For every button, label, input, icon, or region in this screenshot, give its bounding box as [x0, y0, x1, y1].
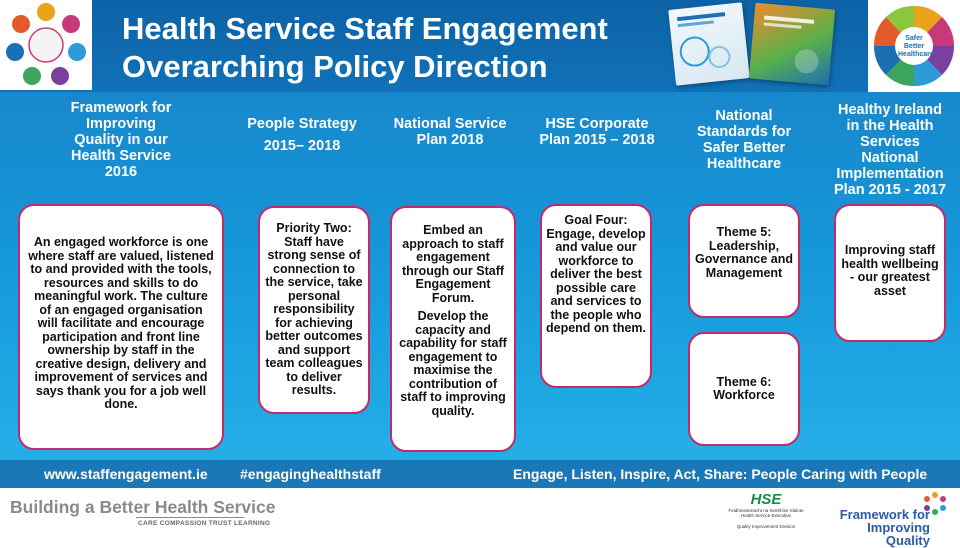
heading-people-strategy	[232, 113, 372, 157]
building-better-health-service-logo: Building a Better Health Service	[10, 497, 276, 517]
title-line-2: Overarching Policy Direction	[122, 49, 548, 84]
heading-national-standards	[676, 108, 812, 172]
hse-logo-mark: HSE	[750, 491, 782, 508]
card-framework-quality	[18, 204, 224, 450]
card-text: Priority Two: Staff have strong sense of connection to the service, take personal responsibility for achieving better outcomes and support team colleagues to deliver results.	[265, 221, 363, 397]
title-line-1: Health Service Staff Engagement	[122, 11, 608, 46]
heading-line: Safer Better	[702, 140, 786, 156]
heading-line: Framework for	[70, 100, 172, 116]
heading-framework-quality	[52, 100, 190, 180]
safer-better-healthcare-logo	[868, 0, 960, 92]
values-text: CARE COMPASSION TRUST LEARNING	[138, 520, 271, 527]
heading-line: in the Health	[846, 118, 934, 134]
hse-logo	[726, 492, 806, 538]
card-theme-6	[688, 332, 800, 446]
card-text: Improving staff health wellbeing - our greatest asset	[841, 243, 939, 298]
card-hse-corporate-plan	[540, 204, 652, 388]
heading-line: Healthcare	[706, 156, 782, 172]
heading-national-service-plan	[380, 116, 520, 148]
hashtag: #engaginghealthstaff	[240, 466, 381, 482]
divider	[136, 517, 244, 518]
heading-healthy-ireland	[822, 102, 958, 198]
heading-line: National	[861, 150, 919, 166]
framework-logo	[0, 0, 92, 90]
heading-line: Plan 2018	[416, 132, 484, 148]
heading-line: Plan 2015 – 2018	[539, 132, 655, 148]
heading-line: Health Service	[71, 148, 171, 164]
website-link[interactable]: www.staffengagement.ie	[44, 466, 208, 482]
page-title	[122, 10, 608, 86]
heading-line: Healthy Ireland	[838, 102, 942, 118]
card-text: Goal Four: Engage, develop and value our workforce to deliver the best possible care and services to the people who depend on them.	[546, 213, 646, 335]
heading-line: National Service	[393, 116, 507, 132]
hse-logo-text: Feidhmeannacht na Seirbhíse Sláinte Health Service Executive	[728, 508, 804, 518]
card-text: An engaged workforce is one where staff are valued, listened to and provided with the tools, resources and skills to do meaningful work. The culture of an engaged organisation will facilitate and encourage participation and front line ownership by staff in the creative design, delivery and improvement of services and says thank you for a job well done.	[28, 235, 214, 411]
heading-line: 2016	[104, 164, 138, 180]
safer-better-healthcare-text: Safer Better Healthcare	[898, 35, 934, 58]
fiq-line: Framework for	[839, 507, 930, 522]
card-healthy-ireland	[834, 204, 946, 342]
heading-line: Plan 2015 - 2017	[833, 182, 947, 198]
heading-line: Implementation	[836, 166, 944, 182]
heading-line: HSE Corporate	[545, 116, 649, 132]
card-people-strategy	[258, 206, 370, 414]
card-text: Develop the capacity and capability for staff engagement to maximise the contribution of staff to improving quality.	[399, 309, 507, 418]
fiq-line: Improving Quality	[867, 520, 930, 548]
card-text: Embed an approach to staff engagement through our Staff Engagement Forum.	[401, 223, 505, 305]
heading-hse-corporate-plan	[526, 116, 668, 148]
heading-line: National	[715, 108, 773, 124]
heading-line: Quality in our	[74, 132, 168, 148]
heading-line: Improving	[85, 116, 157, 132]
people-strategy-cover	[749, 3, 835, 86]
card-text: Theme 6: Workforce	[713, 374, 775, 402]
card-national-service-plan	[390, 206, 516, 452]
slogan: Engage, Listen, Inspire, Act, Share: People Caring with People	[513, 466, 928, 482]
card-theme-5	[688, 204, 800, 318]
heading-line: Services	[860, 134, 920, 150]
heading-line: Standards for	[696, 124, 792, 140]
framework-wheel-icon	[0, 0, 92, 90]
hse-division-text: Quality Improvement Division	[736, 524, 796, 529]
heading-line: 2015– 2018	[263, 138, 341, 154]
card-text: Theme 5: Leadership, Governance and Management	[695, 225, 793, 280]
heading-line: People Strategy	[247, 116, 357, 132]
framework-report-cover	[668, 2, 750, 85]
framework-improving-quality-logo	[824, 508, 930, 547]
